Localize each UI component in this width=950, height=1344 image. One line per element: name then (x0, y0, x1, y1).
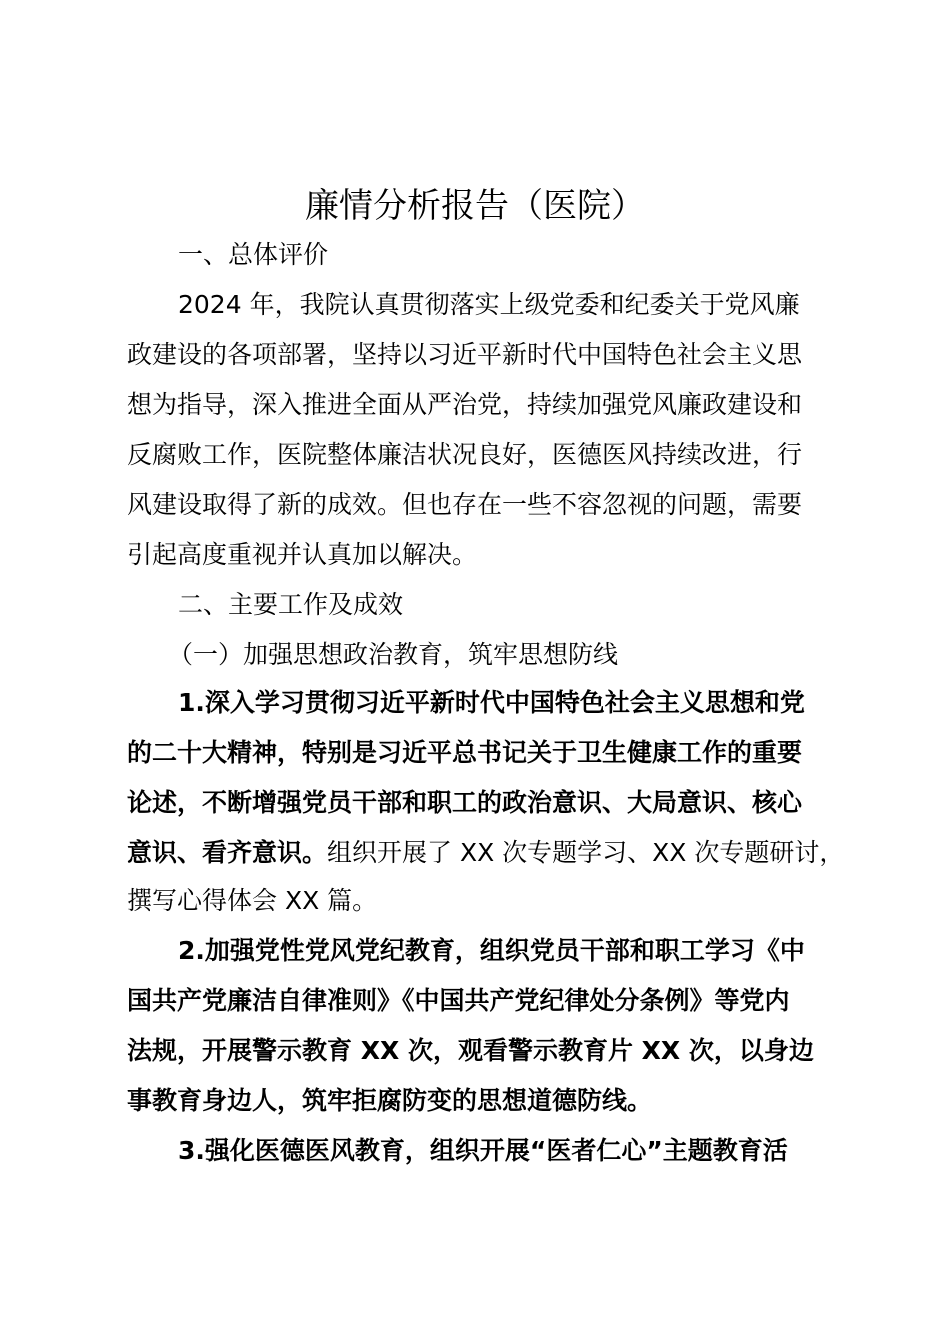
item-1-line: 撰写心得体会 XX 篇。 (127, 886, 378, 915)
paragraph-line: 反腐败工作，医院整体廉洁状况良好，医德医风持续改进，行 (127, 440, 803, 469)
item-1-line: 的二十大精神，特别是习近平总书记关于卫生健康工作的重要 (127, 738, 803, 767)
item-1-bold-segment: 意识、看齐意识。 (127, 838, 328, 867)
item-2-line: 2.加强党性党风党纪教育，组织党员干部和职工学习《中 (178, 936, 805, 965)
item-2-line: 法规，开展警示教育 XX 次，观看警示教育片 XX 次，以身边 (127, 1036, 814, 1065)
paragraph-line: 风建设取得了新的成效。但也存在一些不容忽视的问题，需要 (127, 490, 803, 519)
item-1-mixed-line (127, 828, 844, 878)
document-title: 廉情分析报告（医院） (305, 186, 645, 226)
subsection-heading: （一）加强思想政治教育，筑牢思想防线 (168, 640, 619, 669)
item-2-line: 事教育身边人，筑牢拒腐防变的思想道德防线。 (127, 1086, 653, 1115)
paragraph-line: 引起高度重视并认真加以解决。 (127, 540, 478, 569)
section-heading-overall-evaluation: 一、总体评价 (178, 240, 329, 269)
paragraph-line: 2024 年，我院认真贯彻落实上级党委和纪委关于党风廉 (178, 290, 800, 319)
item-1-line: 论述，不断增强党员干部和职工的政治意识、大局意识、核心 (127, 788, 803, 817)
paragraph-line: 想为指导，深入推进全面从严治党，持续加强党风廉政建设和 (127, 390, 803, 419)
paragraph-line: 政建设的各项部署，坚持以习近平新时代中国特色社会主义思 (127, 340, 803, 369)
section-heading-main-work: 二、主要工作及成效 (178, 590, 404, 619)
item-1-normal-segment: 组织开展了 XX 次专题学习、XX 次专题研讨， (327, 838, 845, 867)
item-1-line: 1.深入学习贯彻习近平新时代中国特色社会主义思想和党 (178, 688, 805, 717)
item-2-line: 国共产党廉洁自律准则》《中国共产党纪律处分条例》等党内 (127, 986, 790, 1015)
item-3-line: 3.强化医德医风教育，组织开展“医者仁心”主题教育活 (178, 1136, 788, 1165)
